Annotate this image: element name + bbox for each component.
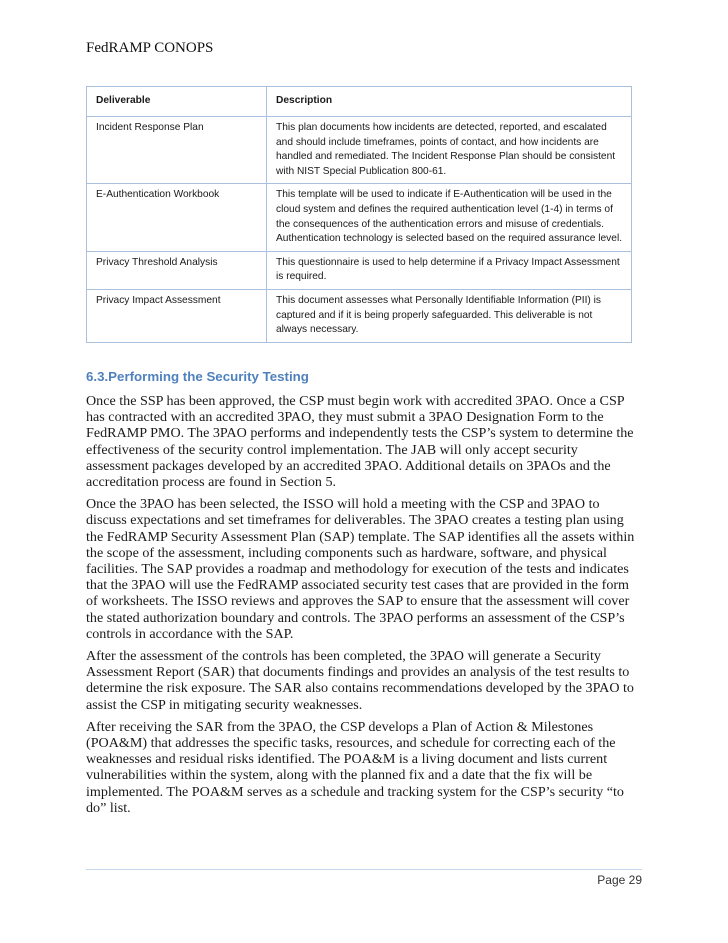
table-header-row: [87, 87, 632, 117]
table-row: [87, 117, 632, 184]
footer-divider: [86, 869, 642, 870]
paragraph: Once the 3PAO has been selected, the ISSO will hold a meeting with the CSP and 3PAO to discuss expectations and set timeframes for deliverables. The 3PAO creates a testing plan using the FedRAMP Security Assessment Plan (SAP) template. The SAP identifies all the assets within the scope of the assessment, including components such as hardware, software, and physical facilities. The SAP provides a roadmap and methodology for execution of the tests and indicates that the 3PAO will use the FedRAMP associated security test cases that are provided in the form of worksheets. The ISSO reviews and approves the SAP to ensure that the assessment will cover the stated authorization boundary and controls. The 3PAO performs an assessment of the CSP’s controls in accordance with the SAP.: [86, 496, 635, 642]
column-header-description: Description: [267, 87, 632, 117]
section-body: [86, 393, 642, 822]
column-header-deliverable: Deliverable: [87, 87, 267, 117]
table-row: [87, 289, 632, 342]
section-heading: 6.3.Performing the Security Testing: [86, 369, 309, 384]
paragraph: After the assessment of the controls has been completed, the 3PAO will generate a Security Assessment Report (SAR) that documents findings and provides an analysis of the test results to determine the risk exposure. The SAR also contains recommendations developed by the 3PAO to assist the CSP in mitigating security weaknesses.: [86, 648, 634, 713]
paragraph: After receiving the SAR from the 3PAO, the CSP develops a Plan of Action & Milestones (POA&M) that addresses the specific tasks, resources, and schedule for correcting each of the weaknesses and residual risks identified. The POA&M is a living document and lists current vulnerabilities within the system, along with the planned fix and a date that the fix will be implemented. The POA&M serves as a schedule and tracking system for the CSP’s security “to do” list.: [86, 718, 624, 816]
description-cell: This plan documents how incidents are detected, reported, and escalated and should include timeframes, points of contact, and how incidents are handled and remediated. The Incident Response Plan should be consistent with NIST Special Publication 800-61.: [267, 117, 632, 184]
deliverable-cell: Incident Response Plan: [87, 117, 267, 184]
table-row: [87, 251, 632, 289]
deliverables-table: [86, 86, 632, 343]
description-cell: This questionnaire is used to help determine if a Privacy Impact Assessment is required.: [267, 251, 632, 289]
deliverable-cell: Privacy Impact Assessment: [87, 289, 267, 342]
paragraph: Once the SSP has been approved, the CSP must begin work with accredited 3PAO. Once a CSP has contracted with an accredited 3PAO, they must submit a 3PAO Designation Form to the FedRAMP PMO. The 3PAO performs and independently tests the CSP’s system to determine the effectiveness of the security control implementation. The JAB will only accept security assessment packages developed by an accredited 3PAO. Additional details on 3PAOs and the accreditation process are found in Section 5.: [86, 393, 634, 491]
deliverable-cell: Privacy Threshold Analysis: [87, 251, 267, 289]
description-cell: This template will be used to indicate if E-Authentication will be used in the cloud system and defines the required authentication level (1-4) in terms of the consequences of the authentication errors and misuse of credentials. Authentication technology is selected based on the required assurance level.: [267, 184, 632, 251]
table-row: [87, 184, 632, 251]
description-cell: This document assesses what Personally Identifiable Information (PII) is captured and if it is being properly safeguarded. This deliverable is not always necessary.: [267, 289, 632, 342]
deliverable-cell: E-Authentication Workbook: [87, 184, 267, 251]
document-header: FedRAMP CONOPS: [86, 40, 214, 56]
page-number: Page 29: [597, 873, 642, 887]
